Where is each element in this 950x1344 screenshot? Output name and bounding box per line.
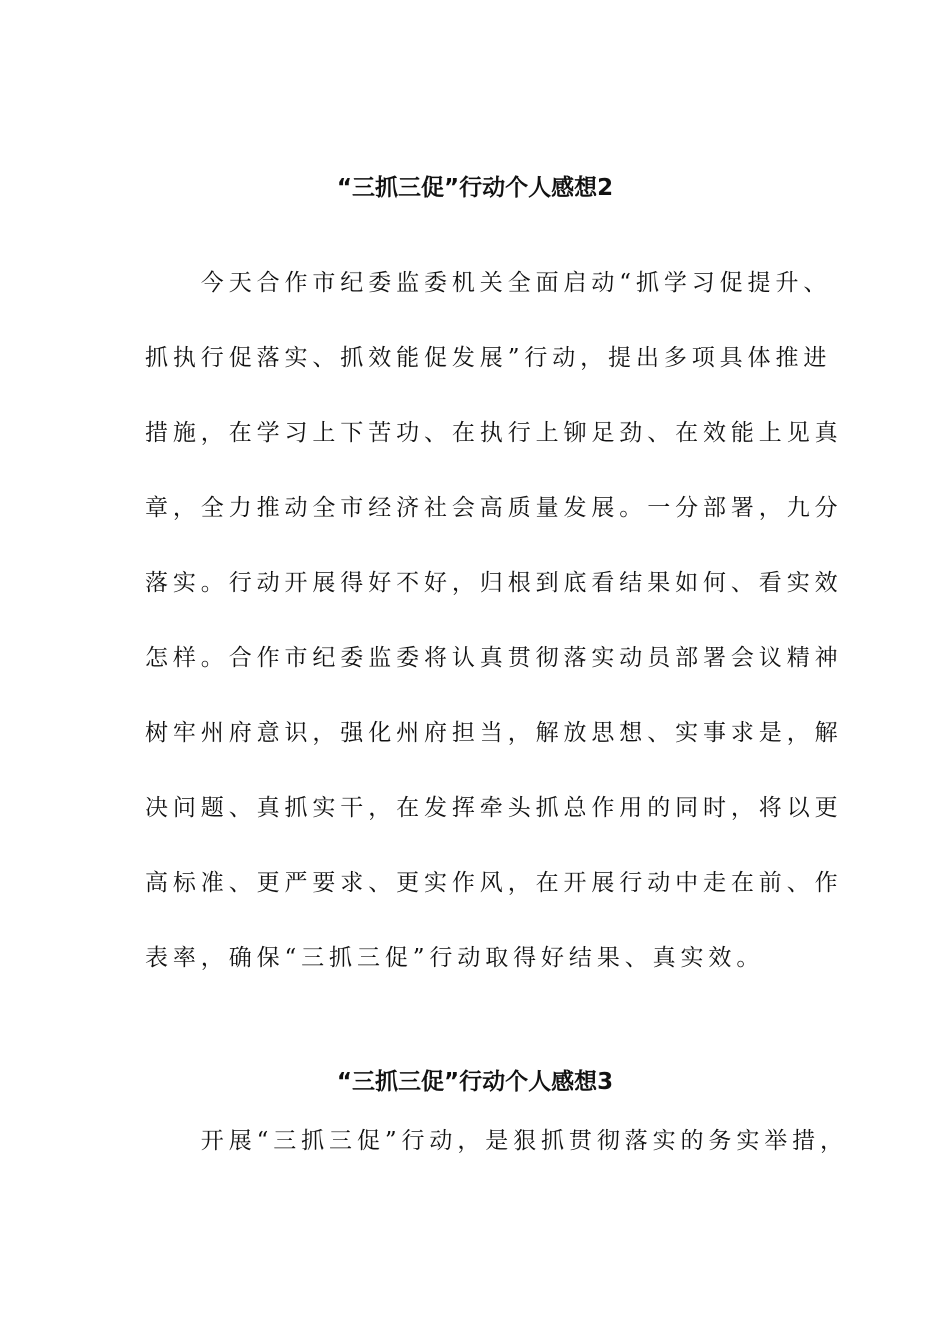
section-title-3: “三抓三促”行动个人感想3 bbox=[336, 1069, 614, 1095]
section-3-paragraph bbox=[145, 1104, 848, 1179]
paragraph-line: 章，全力推动全市经济社会高质量发展。一分部署，九分 bbox=[145, 495, 843, 521]
paragraph-line: 树牢州府意识，强化州府担当，解放思想、实事求是，解 bbox=[145, 720, 843, 746]
paragraph-line: 表率，确保“三抓三促”行动取得好结果、真实效。 bbox=[145, 945, 765, 971]
section-title-2: “三抓三促”行动个人感想2 bbox=[336, 175, 614, 201]
paragraph-line: 措施，在学习上下苦功、在执行上铆足劲、在效能上见真 bbox=[145, 420, 843, 446]
paragraph-line: 开展“三抓三促”行动，是狠抓贯彻落实的务实举措， bbox=[145, 1128, 848, 1154]
paragraph-line: 落实。行动开展得好不好，归根到底看结果如何、看实效 bbox=[145, 570, 843, 596]
paragraph-line: 高标准、更严要求、更实作风，在开展行动中走在前、作 bbox=[145, 870, 843, 896]
paragraph-line: 今天合作市纪委监委机关全面启动“抓学习促提升、 bbox=[145, 270, 832, 296]
paragraph-line: 怎样。合作市纪委监委将认真贯彻落实动员部署会议精神 bbox=[145, 645, 843, 671]
paragraph-line: 决问题、真抓实干，在发挥牵头抓总作用的同时，将以更 bbox=[145, 795, 843, 821]
paragraph-line: 抓执行促落实、抓效能促发展”行动，提出多项具体推进 bbox=[145, 345, 832, 371]
section-2-paragraph bbox=[145, 246, 843, 996]
